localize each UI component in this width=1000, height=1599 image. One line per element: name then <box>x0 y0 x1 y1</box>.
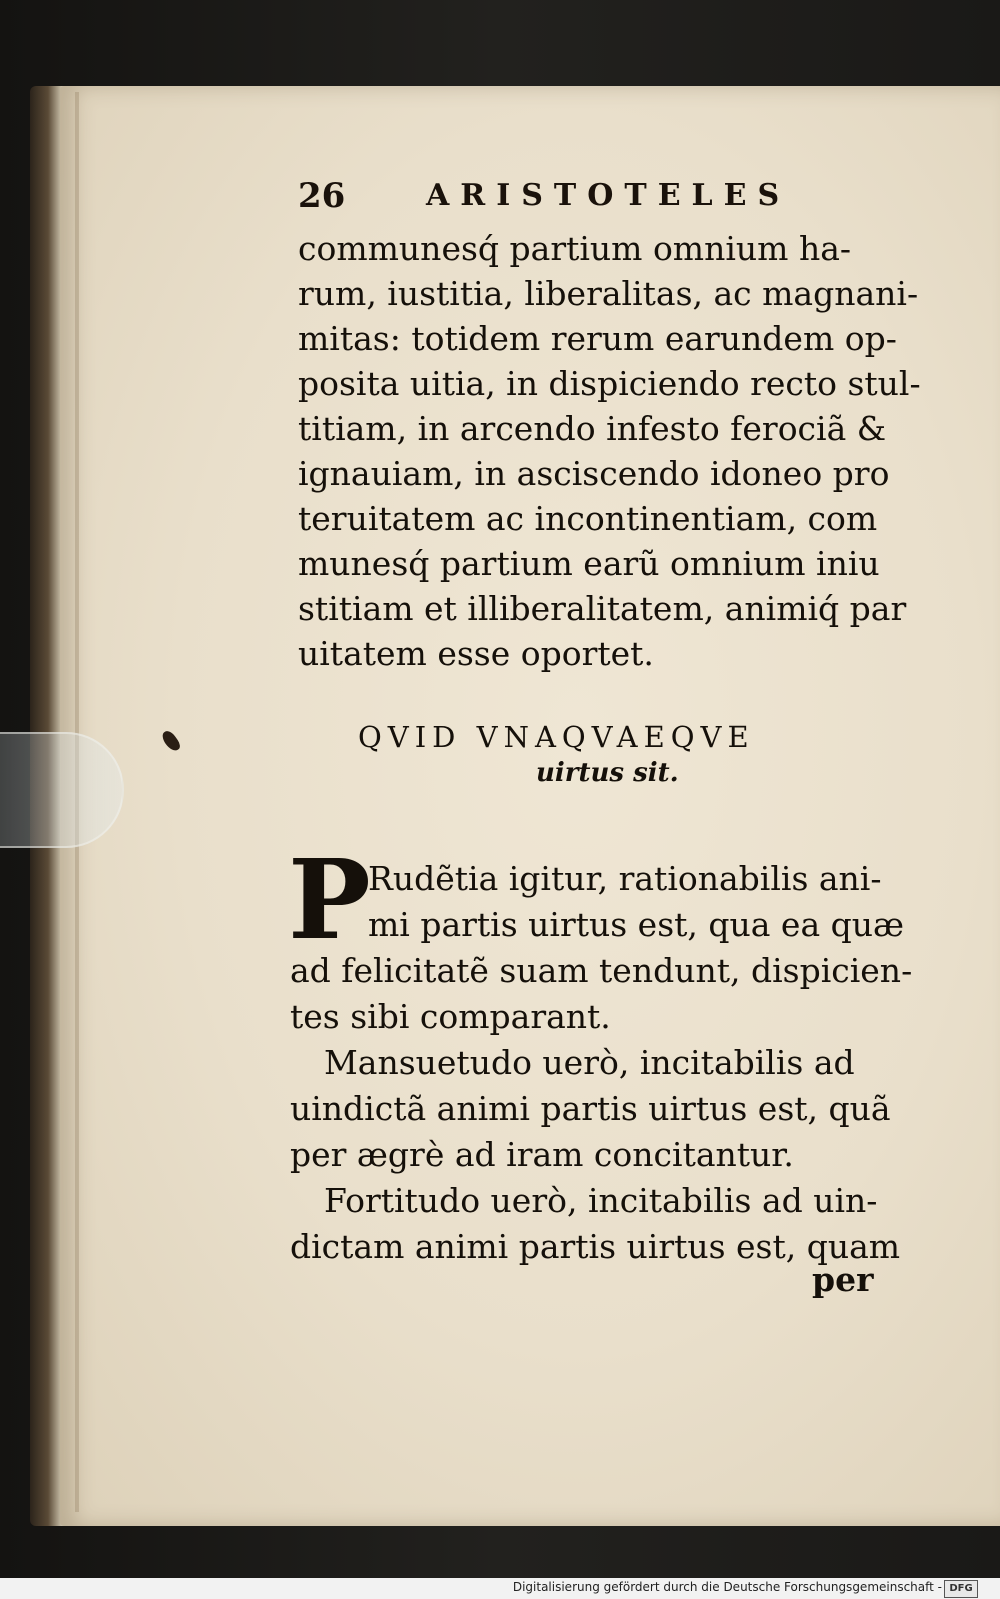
text-line: mi partis uirtus est, qua ea quæ <box>368 905 905 944</box>
page-header <box>298 176 818 220</box>
page-clip <box>0 732 124 848</box>
text-line: Fortitudo uerò, incitabilis ad uin- <box>324 1181 878 1220</box>
text-line: tes sibi comparant. <box>290 997 611 1036</box>
paragraph <box>290 856 913 1270</box>
text-line: mitas: totidem rerum earundem op- <box>298 319 897 358</box>
text-line: Rudẽtia igitur, rationabilis ani- <box>368 859 882 898</box>
body-text <box>298 226 921 676</box>
dfg-logo: DFG <box>944 1580 978 1598</box>
text-line: stitiam et illiberalitatem, animiq́ par <box>298 589 907 628</box>
text-line: posita uitia, in dispiciendo recto stul- <box>298 364 921 403</box>
running-head: ARISTOTELES <box>426 178 791 213</box>
catchword: per <box>812 1260 874 1299</box>
text-line: per ægrè ad iram concitantur. <box>290 1135 794 1174</box>
footer-credit: Digitalisierung gefördert durch die Deutsche Forschungsgemeinschaft - <box>512 1580 942 1594</box>
section-heading-title: QVID VNAQVAEQVE <box>358 720 755 754</box>
text-line: uindictã animi partis uirtus est, quã <box>290 1089 891 1128</box>
text-line: ad felicitatẽ suam tendunt, dispicien- <box>290 951 913 990</box>
text-line: munesq́ partium earũ omnium iniu <box>298 544 880 583</box>
text-line: rum, iustitia, liberalitas, ac magnani- <box>298 274 919 313</box>
drop-initial: P <box>288 835 371 964</box>
text-line: uitatem esse oportet. <box>298 634 654 673</box>
text-line: communesq́ partium omnium ha- <box>298 229 852 268</box>
page-number: 26 <box>298 176 346 216</box>
text-line: dictam animi partis uirtus est, quam <box>290 1227 901 1266</box>
text-line: Mansuetudo uerò, incitabilis ad <box>324 1043 855 1082</box>
text-line: ignauiam, in asciscendo idoneo pro <box>298 454 890 493</box>
text-line: teruitatem ac incontinentiam, com <box>298 499 878 538</box>
text-line: titiam, in arcendo infesto ferociã & <box>298 409 887 448</box>
section-heading-subtitle: uirtus sit. <box>536 758 679 788</box>
section-heading <box>358 720 828 788</box>
